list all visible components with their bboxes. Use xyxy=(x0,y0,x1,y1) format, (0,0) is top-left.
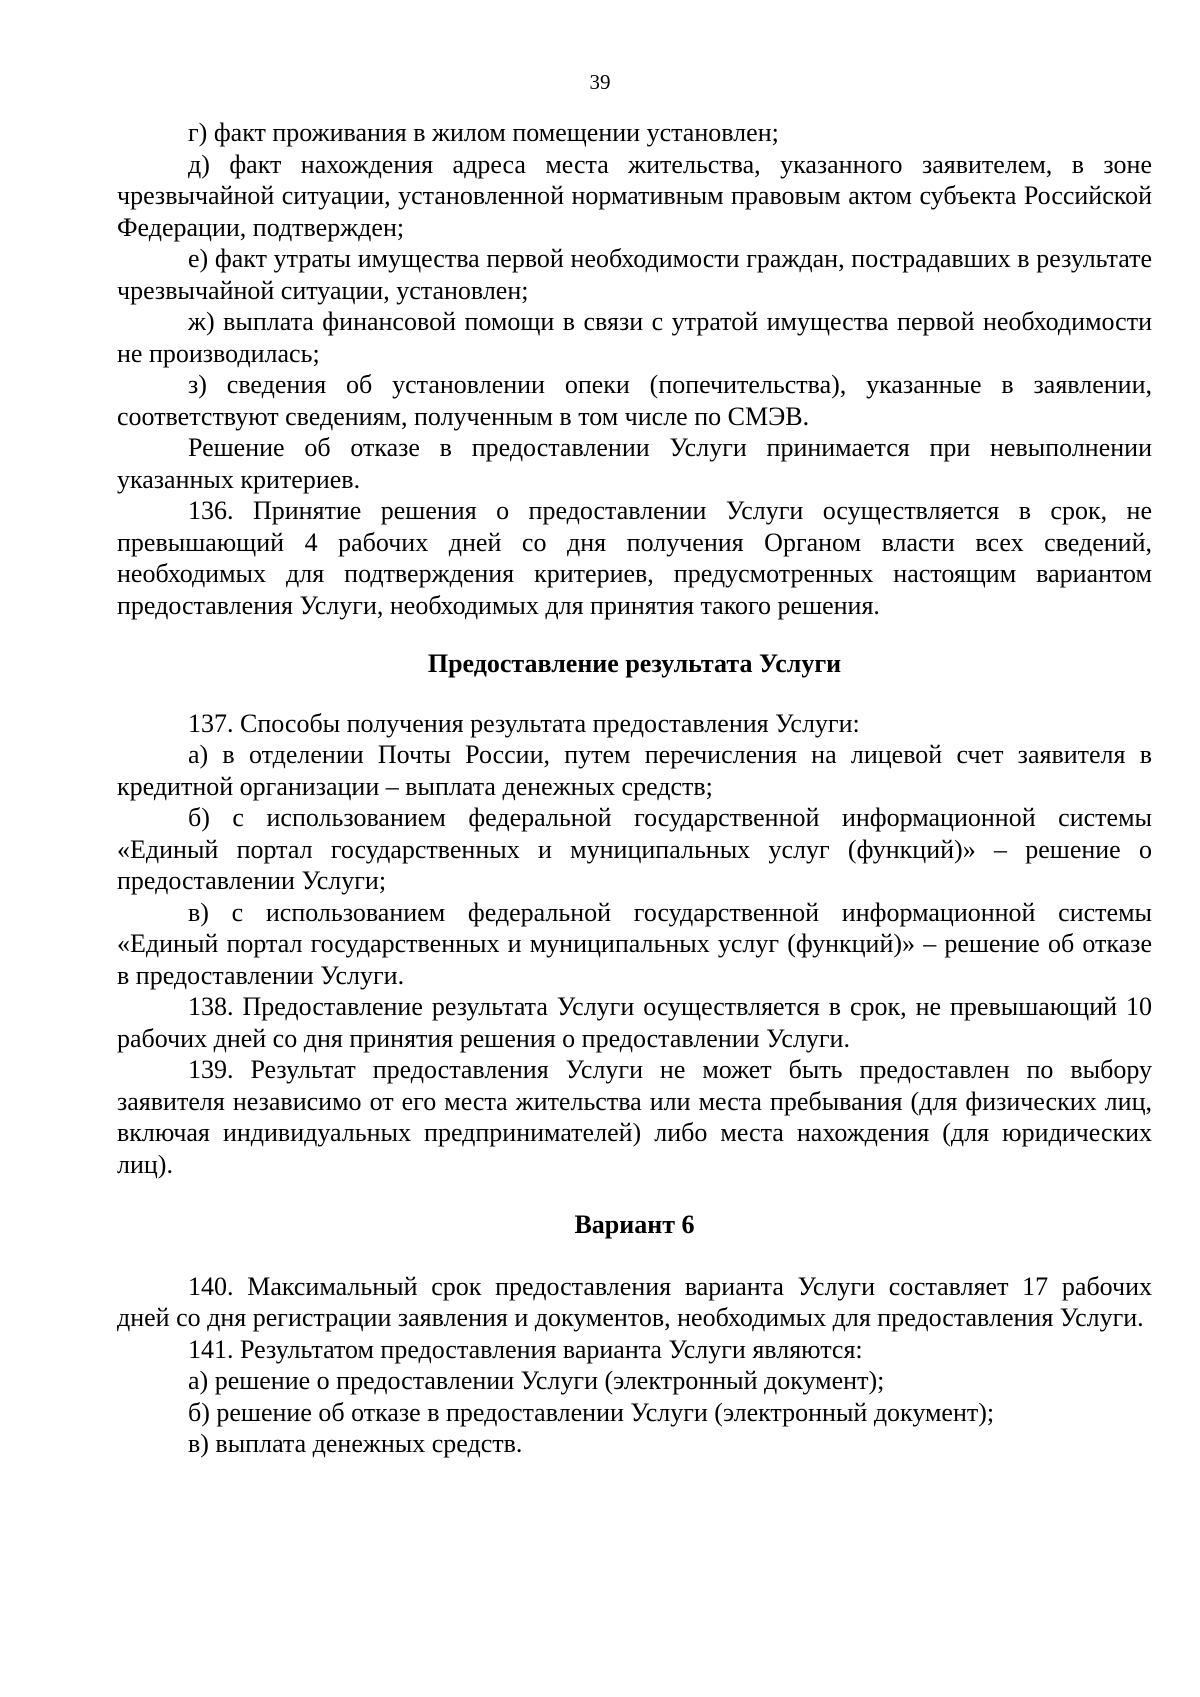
paragraph-137-b: б) с использованием федеральной государственной информационной системы «Единый портал государственных и муниципальных услуг (функций)» – решение о предоставлении Услуги; xyxy=(117,803,1152,895)
paragraph-136: 136. Принятие решения о предоставлении Услуги осуществляется в срок, не превышающий 4 рабочих дней со дня получения Органом власти всех сведений, необходимых для подтверждения критериев, предусмотренных настоящим вариантом предоставления Услуги, необходимых для принятия такого решения. xyxy=(117,496,1152,620)
section-heading-result: Предоставление результата Услуги xyxy=(427,649,842,678)
paragraph-139: 139. Результат предоставления Услуги не может быть предоставлен по выбору заявителя независимо от его места жительства или места пребывания (для физических лиц, включая индивидуальных предпринимателей) либо места нахождения (для юридических лиц). xyxy=(117,1055,1152,1179)
paragraph-item-d: д) факт нахождения адреса места жительства, указанного заявителем, в зоне чрезвычайной ситуации, установленной нормативным правовым актом субъекта Российской Федерации, подтвержден; xyxy=(117,149,1152,242)
page-number: 39 xyxy=(589,70,611,94)
paragraph-141-v: в) выплата денежных средств. xyxy=(188,1429,523,1458)
paragraph-137-a: а) в отделении Почты России, путем перечисления на лицевой счет заявителя в кредитной организации – выплата денежных средств; xyxy=(117,740,1152,801)
paragraph-137: 137. Способы получения результата предоставления Услуги: xyxy=(188,708,860,738)
section-heading-variant-6: Вариант 6 xyxy=(574,1210,695,1239)
paragraph-item-g: г) факт проживания в жилом помещении установлен; xyxy=(188,118,779,147)
paragraph-140: 140. Максимальный срок предоставления варианта Услуги составляет 17 рабочих дней со дня регистрации заявления и документов, необходимых для предоставления Услуги. xyxy=(117,1271,1152,1332)
paragraph-141-a: а) решение о предоставлении Услуги (электронный документ); xyxy=(188,1366,885,1395)
paragraph-141-b: б) решение об отказе в предоставлении Услуги (электронный документ); xyxy=(188,1397,995,1427)
paragraph-item-e: е) факт утраты имущества первой необходимости граждан, пострадавших в результате чрезвычайной ситуации, установлен; xyxy=(117,244,1152,305)
document-body xyxy=(117,117,1152,1460)
paragraph-refusal-decision: Решение об отказе в предоставлении Услуги принимается при невыполнении указанных критериев. xyxy=(117,433,1152,494)
paragraph-item-zh: ж) выплата финансовой помощи в связи с утратой имущества первой необходимости не производилась; xyxy=(117,307,1152,368)
paragraph-141: 141. Результатом предоставления варианта Услуги являются: xyxy=(188,1334,863,1364)
paragraph-item-z: з) сведения об установлении опеки (попечительства), указанные в заявлении, соответствуют сведениям, полученным в том числе по СМЭВ. xyxy=(117,370,1152,431)
paragraph-138: 138. Предоставление результата Услуги осуществляется в срок, не превышающий 10 рабочих дней со дня принятия решения о предоставлении Услуги. xyxy=(117,992,1152,1053)
paragraph-137-v: в) с использованием федеральной государственной информационной системы «Единый портал государственных и муниципальных услуг (функций)» – решение об отказе в предоставлении Услуги. xyxy=(117,897,1152,990)
